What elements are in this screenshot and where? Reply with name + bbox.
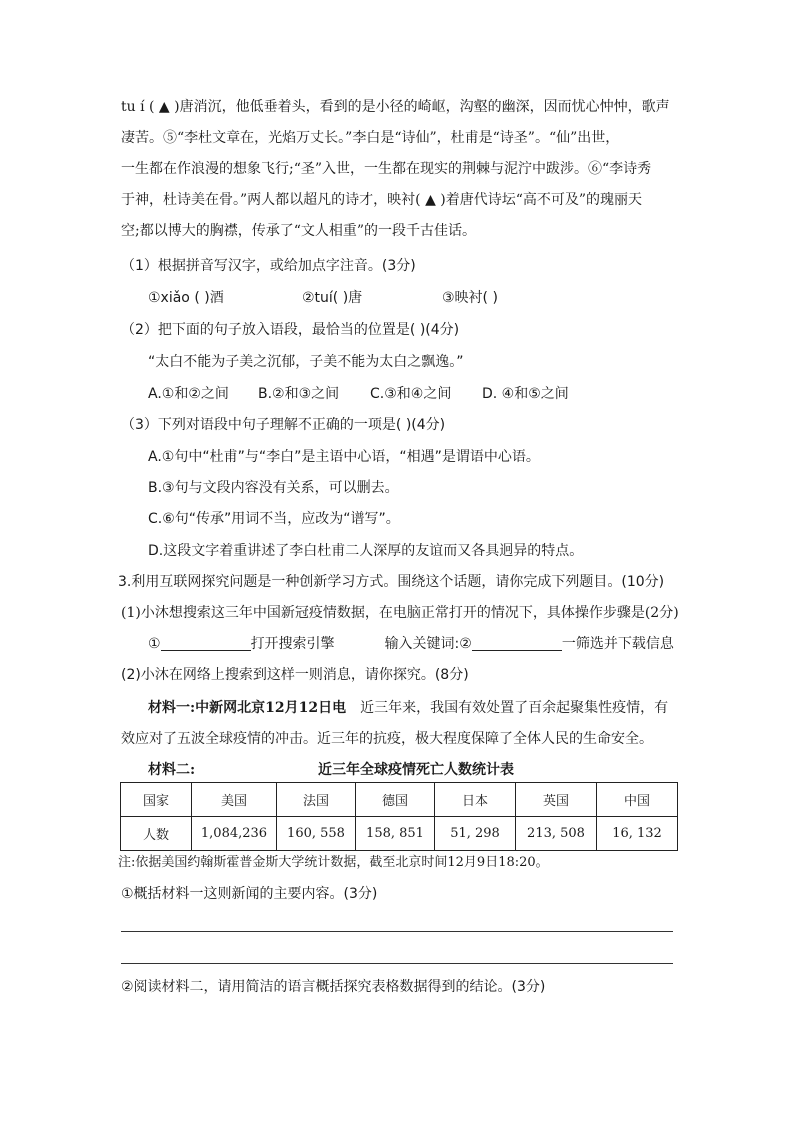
answer-blank-2[interactable] — [472, 634, 562, 651]
table-header-cell: 日本 — [435, 783, 516, 817]
q2-option-b: B.②和③之间 — [258, 386, 340, 402]
q2-option-a: A.①和②之间 — [148, 386, 229, 402]
table-row-label: 人数 — [121, 817, 192, 851]
search-steps — [148, 634, 674, 654]
table-cell: 160, 558 — [277, 817, 356, 851]
step-keyword: 输入关键词:② — [384, 636, 472, 652]
question-summary: ①概括材料一这则新闻的主要内容。(3分) — [121, 886, 378, 902]
q1-title: （1）根据拼音写汉字，或给加点字注音。(3分) — [121, 258, 416, 274]
passage-line-3: 一生都在作浪漫的想象飞行;“圣”入世，一生都在现实的荆棘与泥泞中跋涉。⑥“李诗秀 — [121, 161, 652, 177]
step-prefix: ① — [148, 636, 161, 652]
material1-label: 材料一:中新网北京12月12日电 — [148, 700, 347, 716]
death-stats-table — [120, 782, 678, 851]
table-header-cell: 德国 — [356, 783, 435, 817]
table-cell: 158, 851 — [356, 817, 435, 851]
material1-line-2: 效应对了五波全球疫情的冲击。近三年的抗疫，极大程度保障了全体人民的生命安全。 — [121, 731, 653, 747]
q1-item-2: ②tuí( )唐 — [302, 290, 363, 306]
material1-text-1: 近三年来，我国有效处置了百余起聚集性疫情，有 — [360, 700, 669, 716]
table-row — [121, 817, 678, 851]
q2-option-c: C.③和④之间 — [370, 386, 452, 402]
step-end: 一筛选并下载信息 — [561, 636, 674, 652]
table-cell: 16, 132 — [597, 817, 678, 851]
q3-option-d: D.这段文字着重讲述了李白杜甫二人深厚的友谊而又各具迥异的特点。 — [148, 543, 584, 559]
table-header-cell: 美国 — [192, 783, 277, 817]
q3-option-b: B.③句与文段内容没有关系，可以删去。 — [148, 480, 399, 496]
table-header-cell: 英国 — [516, 783, 597, 817]
passage-line-2: 凄苦。⑤“李杜文章在，光焰万丈长。”李白是“诗仙”，杜甫是“诗圣”。“仙”出世， — [121, 130, 620, 146]
answer-blank-1[interactable] — [161, 634, 251, 651]
step-search: 打开搜索引擎 — [250, 636, 335, 652]
q3-title: （3）下列对语段中句子理解不正确的一项是( )(4分) — [121, 417, 446, 433]
q2-option-d: D. ④和⑤之间 — [482, 386, 569, 402]
table-header-row — [121, 783, 678, 817]
section3-sub2: (2)小沐在网络上搜索到这样一则消息，请你探究。(8分) — [121, 667, 469, 683]
table-cell: 213, 508 — [516, 817, 597, 851]
table-header-cell: 中国 — [597, 783, 678, 817]
passage-line-4: 于神，杜诗美在骨。”两人都以超凡的诗才，映衬( ▲ )着唐代诗坛“高不可及”的瑰丽天 — [121, 192, 643, 208]
table-note: 注:依据美国约翰斯霍普金斯大学统计数据，截至北京时间12月9日18:20。 — [118, 855, 549, 870]
question-conclusion: ②阅读材料二，请用简洁的语言概括探究表格数据得到的结论。(3分) — [121, 979, 546, 995]
table-header-cell: 法国 — [277, 783, 356, 817]
table-cell: 51, 298 — [435, 817, 516, 851]
table-cell: 1,084,236 — [192, 817, 277, 851]
passage-line-5: 空;都以博大的胸襟，传承了“文人相重”的一段千古佳话。 — [121, 223, 477, 239]
table-header-cell: 国家 — [121, 783, 192, 817]
q3-option-c: C.⑥句“传承”用词不当，应改为“谱写”。 — [148, 511, 400, 527]
material2-label: 材料二: — [148, 762, 196, 778]
passage-line-1: tu í ( ▲ )唐消沉，他低垂着头，看到的是小径的崎岖，沟壑的幽深，因而忧心忡忡，歌声 — [121, 99, 670, 115]
material1-line-1 — [148, 698, 668, 718]
answer-line-2[interactable] — [121, 963, 673, 964]
section3-title: 3.利用互联网探究问题是一种创新学习方式。围绕这个话题，请你完成下列题目。(10分) — [118, 574, 665, 590]
section3-sub1: (1)小沐想搜索这三年中国新冠疫情数据，在电脑正常打开的情况下，具体操作步骤是(2分) — [121, 605, 679, 621]
q2-title: （2）把下面的句子放入语段，最恰当的位置是( )(4分) — [121, 322, 460, 338]
q1-item-1: ①xiǎo ( )酒 — [148, 290, 224, 306]
q1-item-3: ③映衬( ) — [442, 290, 498, 306]
q2-sentence: “太白不能为子美之沉郁，子美不能为太白之飘逸。” — [148, 354, 464, 370]
table-title: 近三年全球疫情死亡人数统计表 — [318, 762, 514, 778]
answer-line-1[interactable] — [121, 931, 673, 932]
q3-option-a: A.①句中“杜甫”与“李白”是主语中心语，“相遇”是谓语中心语。 — [148, 449, 540, 465]
